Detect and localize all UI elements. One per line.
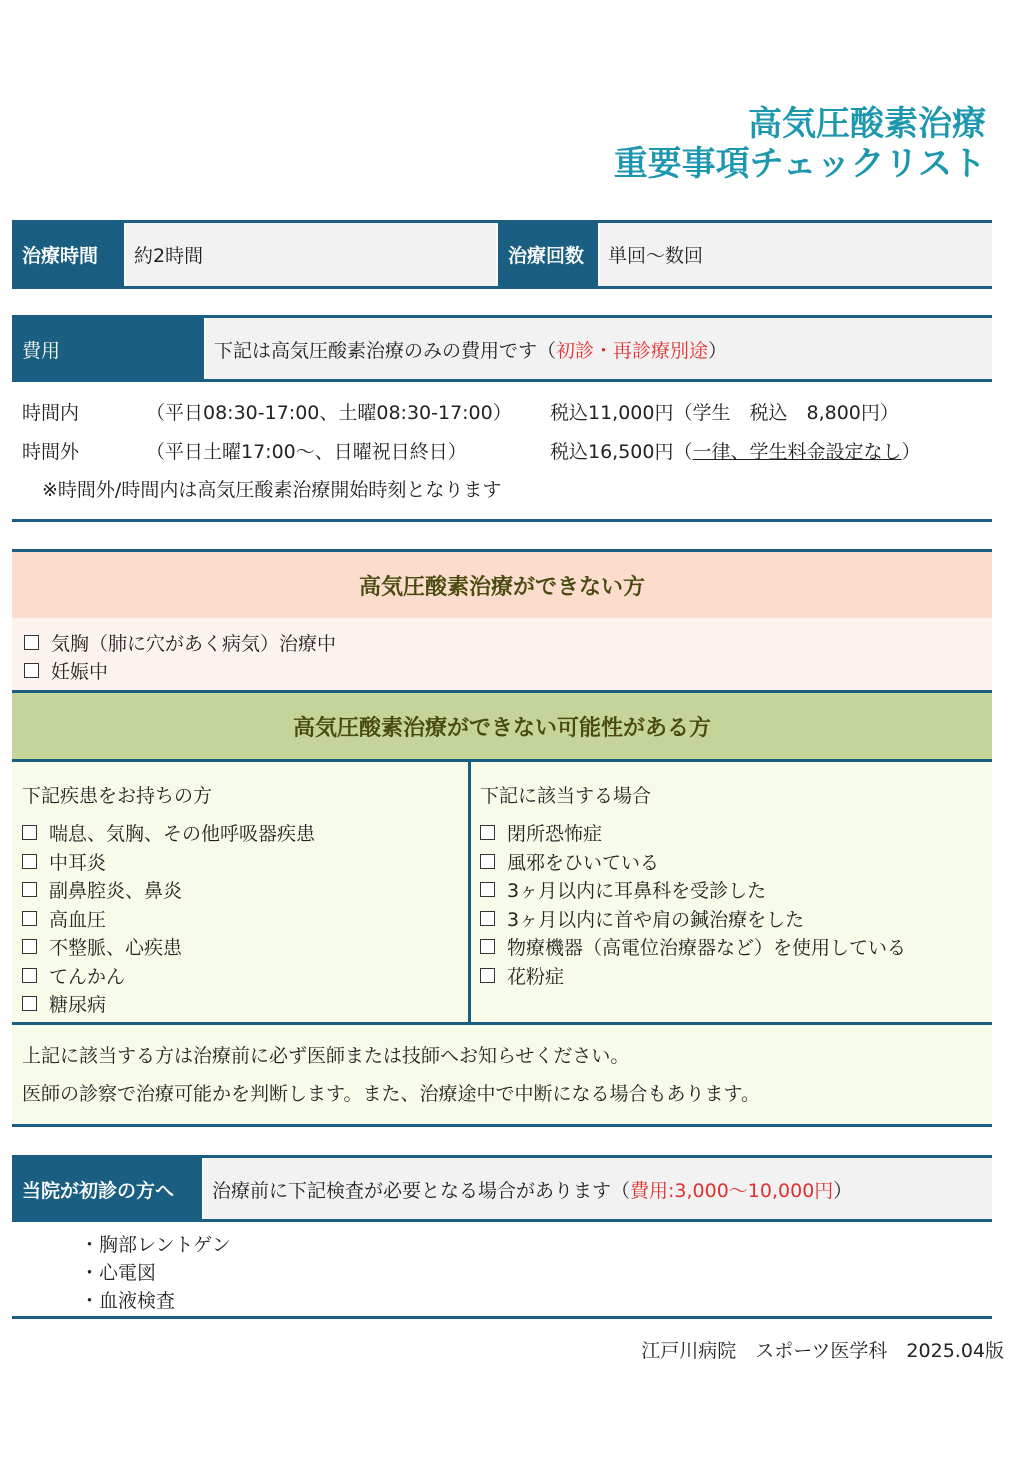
checkbox-icon[interactable] — [22, 996, 37, 1011]
divider — [12, 519, 992, 522]
fee-note-highlight: 初診・再診療別途 — [556, 339, 709, 362]
checkbox-icon[interactable] — [22, 939, 37, 954]
fee-note-close: ） — [708, 339, 728, 362]
first-visit-close: ） — [833, 1179, 853, 1202]
fee-row-period: （平日土曜17:00～、日曜祝日終日） — [146, 441, 467, 463]
fee-row-price-close: ） — [901, 441, 921, 463]
fee-row-price-text: 税込11,000円（学生 税込 8,800円） — [550, 402, 899, 424]
list-item — [22, 847, 315, 876]
column-divider — [468, 762, 471, 1023]
list-item — [24, 657, 992, 686]
fee-label: 費用 — [12, 318, 204, 380]
list-item-label: 喘息、気胸、その他呼吸器疾患 — [49, 823, 316, 846]
list-item-label: 風邪をひいている — [507, 851, 660, 874]
checkbox-icon[interactable] — [22, 968, 37, 983]
footer-credit: 江戸川病院 スポーツ医学科 2025.04版 — [641, 1340, 1004, 1362]
maybe-right-column — [480, 780, 906, 990]
list-item — [22, 904, 315, 933]
checkbox-icon[interactable] — [24, 663, 39, 678]
fee-footnote: ※時間外/時間内は高気圧酸素治療開始時刻となります — [42, 479, 502, 501]
checkbox-icon[interactable] — [22, 825, 37, 840]
checkbox-icon[interactable] — [22, 854, 37, 869]
list-item-label: 3ヶ月以内に耳鼻科を受診した — [507, 880, 767, 903]
list-item-label: 高血圧 — [49, 908, 107, 931]
maybe-note-2: 医師の診察で治療可能かを判断します。また、治療途中で中断になる場合もあります。 — [22, 1083, 760, 1105]
list-item — [24, 628, 992, 657]
right-column-title: 下記に該当する場合 — [480, 784, 652, 807]
list-item-label: 物療機器（高電位治療器など）を使用している — [507, 937, 907, 960]
divider — [12, 1124, 992, 1127]
maybe-left-column — [22, 780, 315, 1018]
list-item — [22, 933, 315, 962]
divider — [12, 379, 992, 382]
list-item: ・胸部レントゲン — [80, 1233, 231, 1256]
divider — [12, 1219, 992, 1222]
list-item — [22, 819, 315, 848]
checkbox-icon[interactable] — [480, 854, 495, 869]
list-item — [22, 876, 315, 905]
list-item-label: 中耳炎 — [49, 851, 107, 874]
checkbox-icon[interactable] — [480, 911, 495, 926]
list-item: ・血液検査 — [80, 1289, 176, 1312]
cannot-list — [12, 618, 992, 690]
fee-row-period: （平日08:30-17:00、土曜08:30-17:00） — [146, 402, 512, 424]
list-item-label: 花粉症 — [507, 965, 565, 988]
fee-row-price-underlined: 一律、学生料金設定なし — [692, 441, 902, 463]
fee-row-price — [550, 401, 899, 425]
first-visit-fee: 費用:3,000～10,000円 — [630, 1179, 834, 1202]
fee-row-name: 時間外 — [22, 441, 80, 463]
checkbox-icon[interactable] — [480, 882, 495, 897]
fee-row-name: 時間内 — [22, 402, 80, 424]
list-item-label: 閉所恐怖症 — [507, 823, 603, 846]
first-visit-note — [204, 1158, 992, 1220]
first-visit-label: 当院が初診の方へ — [12, 1158, 202, 1220]
treatment-time-value: 約2時間 — [126, 223, 496, 286]
first-visit-list — [80, 1229, 231, 1313]
list-item — [480, 961, 906, 990]
list-item — [480, 933, 906, 962]
list-item — [480, 876, 906, 905]
list-item — [22, 990, 315, 1019]
first-visit-text: 治療前に下記検査が必要となる場合があります（ — [212, 1179, 631, 1202]
list-item — [480, 819, 906, 848]
fee-row-price-text: 税込16,500円（ — [550, 441, 693, 463]
divider — [12, 1316, 992, 1319]
document-title — [614, 104, 986, 184]
checkbox-icon[interactable] — [22, 911, 37, 926]
treatment-time-label: 治療時間 — [12, 223, 124, 286]
fee-note-text: 下記は高気圧酸素治療のみの費用です（ — [214, 339, 557, 362]
list-item-label: 糖尿病 — [49, 994, 107, 1017]
checkbox-icon[interactable] — [480, 939, 495, 954]
list-item-label: 副鼻腔炎、鼻炎 — [49, 880, 183, 903]
divider — [12, 286, 992, 289]
list-item — [22, 961, 315, 990]
title-line-2: 重要事項チェックリスト — [613, 144, 986, 184]
list-item-label: てんかん — [49, 965, 126, 988]
treatment-count-value: 単回～数回 — [600, 223, 992, 286]
fee-row-price — [550, 440, 921, 464]
maybe-note-1: 上記に該当する方は治療前に必ず医師または技師へお知らせください。 — [22, 1045, 630, 1067]
treatment-count-label: 治療回数 — [498, 223, 598, 286]
list-item-label: 気胸（肺に穴があく病気）治療中 — [51, 632, 337, 655]
checkbox-icon[interactable] — [22, 882, 37, 897]
list-item-label: 妊娠中 — [51, 661, 109, 684]
checkbox-icon[interactable] — [480, 825, 495, 840]
maybe-note-panel — [12, 1025, 992, 1125]
cannot-header: 高気圧酸素治療ができない方 — [12, 552, 992, 618]
fee-note — [206, 318, 992, 380]
checkbox-icon[interactable] — [24, 635, 39, 650]
list-item — [480, 847, 906, 876]
checkbox-icon[interactable] — [480, 968, 495, 983]
maybe-header: 高気圧酸素治療ができない可能性がある方 — [12, 693, 992, 759]
list-item-label: 3ヶ月以内に首や肩の鍼治療をした — [507, 908, 805, 931]
left-column-title: 下記疾患をお持ちの方 — [22, 784, 213, 807]
list-item — [480, 904, 906, 933]
list-item-label: 不整脈、心疾患 — [49, 937, 183, 960]
title-line-1: 高気圧酸素治療 — [748, 104, 986, 144]
list-item: ・心電図 — [80, 1261, 157, 1284]
